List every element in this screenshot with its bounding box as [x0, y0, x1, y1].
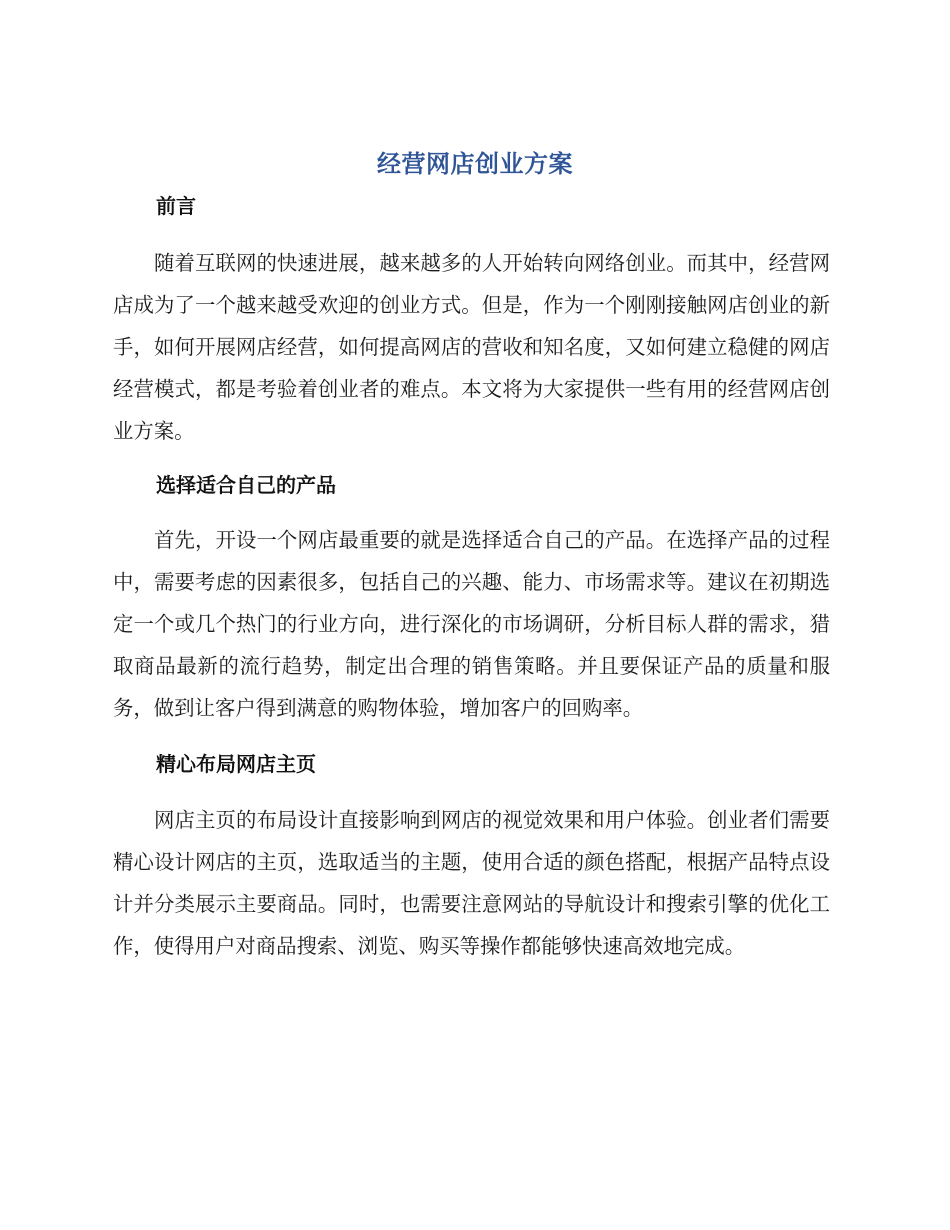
document-title: 经营网店创业方案: [377, 150, 573, 178]
section-heading-choose-product: 选择适合自己的产品: [156, 473, 336, 497]
section-body-homepage-layout: 网店主页的布局设计直接影响到网店的视觉效果和用户体验。创业者们需要精心设计网店的主页，选取适当的主题，使用合适的颜色搭配，根据产品特点设计并分类展示主要商品。同时，也需要注意网站的导航设计和搜索引擎的优化工作，使得用户对商品搜索、浏览、购买等操作都能够快速高效地完成。: [113, 808, 830, 958]
section-heading-preface: 前言: [156, 194, 196, 218]
section-body-preface: 随着互联网的快速进展，越来越多的人开始转向网络创业。而其中，经营网店成为了一个越来越受欢迎的创业方式。但是，作为一个刚刚接触网店创业的新手，如何开展网店经营，如何提高网店的营收和知名度，又如何建立稳健的网店经营模式，都是考验着创业者的难点。本文将为大家提供一些有用的经营网店创业方案。: [113, 251, 830, 443]
section-heading-homepage-layout: 精心布局网店主页: [156, 752, 316, 776]
section-body-choose-product: 首先，开设一个网店最重要的就是选择适合自己的产品。在选择产品的过程中，需要考虑的因素很多，包括自己的兴趣、能力、市场需求等。建议在初期选定一个或几个热门的行业方向，进行深化的市场调研，分析目标人群的需求，猎取商品最新的流行趋势，制定出合理的销售策略。并且要保证产品的质量和服务，做到让客户得到满意的购物体验，增加客户的回购率。: [113, 528, 830, 720]
